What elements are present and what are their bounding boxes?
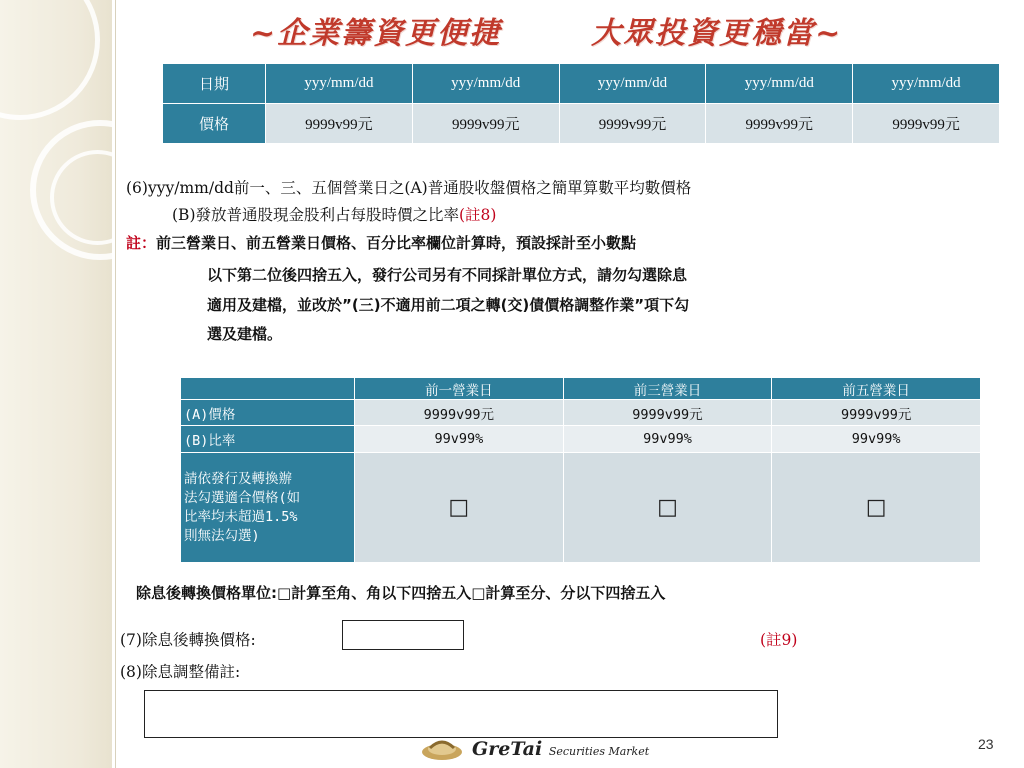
row-c-label-line: 則無法勾選) <box>184 527 260 544</box>
title-left: ~企業籌資更便捷 <box>250 16 502 51</box>
logo-mark-icon <box>420 736 466 762</box>
item6-line1: (6)yyy/mm/dd前一、三、五個營業日之(A)普通股收盤價格之簡單算數平均數價格 <box>126 179 692 197</box>
slide-title <box>250 8 890 51</box>
converted-price-input[interactable] <box>342 620 464 650</box>
select-day1-checkbox[interactable]: □ <box>448 495 470 520</box>
unit-selection-line <box>136 582 665 603</box>
row-a-day1: 9999v99元 <box>355 400 564 426</box>
adjustment-remarks-input[interactable] <box>144 690 778 738</box>
average-price-table <box>180 377 981 563</box>
select-day1-cell <box>355 453 564 563</box>
row-b-day1: 99v99% <box>355 426 564 453</box>
row-b-day5: 99v99% <box>772 426 981 453</box>
item7-note-ref: (註9) <box>760 631 798 649</box>
note-line4: 選及建檔。 <box>207 325 283 343</box>
row-b-day3: 99v99% <box>563 426 772 453</box>
header-day5: 前五營業日 <box>772 378 981 400</box>
item6-line2 <box>172 203 496 225</box>
row-c-label-line: 請依發行及轉換辦 <box>184 470 292 487</box>
selection-row <box>181 453 981 563</box>
divider-line <box>115 0 116 768</box>
row-a-day3: 9999v99元 <box>563 400 772 426</box>
unit-option2-checkbox[interactable]: □ <box>471 584 486 602</box>
price-cell: 9999v99元 <box>266 104 413 144</box>
item6-line2-text: (B)發放普通股現金股利占每股時價之比率 <box>172 206 459 224</box>
decorative-side-panel <box>0 0 112 768</box>
row-b-label: (B)比率 <box>181 426 355 453</box>
date-cell: yyy/mm/dd <box>853 64 1000 104</box>
item6-note-ref: (註8) <box>459 206 497 224</box>
price-cell: 9999v99元 <box>559 104 706 144</box>
price-header: 價格 <box>163 104 266 144</box>
decorative-ring <box>0 0 100 120</box>
row-c-label <box>181 453 355 563</box>
date-row <box>163 64 1000 104</box>
note-label: 註： <box>126 234 157 252</box>
logo-subtitle: Securities Market <box>548 745 650 758</box>
unit-option1-checkbox[interactable]: □ <box>277 584 292 602</box>
unit-prefix: 除息後轉換價格單位: <box>136 584 277 602</box>
date-header: 日期 <box>163 64 266 104</box>
header-day3: 前三營業日 <box>563 378 772 400</box>
price-cell: 9999v99元 <box>412 104 559 144</box>
note-text: 前三營業日、前五營業日價格、百分比率欄位計算時，預設採計至小數點 <box>156 234 637 252</box>
date-cell: yyy/mm/dd <box>266 64 413 104</box>
price-row <box>163 104 1000 144</box>
page-number: 23 <box>978 736 994 752</box>
gretai-logo <box>420 734 660 764</box>
row-a-label: (A)價格 <box>181 400 355 426</box>
select-day3-checkbox[interactable]: □ <box>657 495 678 520</box>
header-row <box>181 378 981 400</box>
select-day5-checkbox[interactable]: □ <box>865 495 887 520</box>
select-day3-cell <box>563 453 772 563</box>
price-cell: 9999v99元 <box>853 104 1000 144</box>
unit-option1-label: 計算至角、角以下四捨五入 <box>291 584 472 602</box>
row-c-label-line: 比率均未超過1.5% <box>184 508 298 525</box>
select-day5-cell <box>772 453 981 563</box>
date-cell: yyy/mm/dd <box>706 64 853 104</box>
note-line3: 適用及建檔，並改於”(三)不適用前二項之轉(交)債價格調整作業”項下勾 <box>207 296 690 314</box>
item8-label: (8)除息調整備註: <box>120 663 241 681</box>
ratio-row <box>181 426 981 453</box>
date-cell: yyy/mm/dd <box>559 64 706 104</box>
unit-option2-label: 計算至分、分以下四捨五入 <box>485 584 666 602</box>
header-day1: 前一營業日 <box>355 378 564 400</box>
note-line1 <box>126 232 636 253</box>
title-right: 大眾投資更穩當~ <box>591 16 843 51</box>
date-cell: yyy/mm/dd <box>412 64 559 104</box>
logo-text <box>472 738 649 760</box>
empty-header-cell <box>181 378 355 400</box>
row-c-label-line: 法勾選適合價格(如 <box>184 489 301 506</box>
note-line2: 以下第二位後四捨五入，發行公司另有不同採計單位方式，請勿勾選除息 <box>207 266 688 284</box>
row-a-day5: 9999v99元 <box>772 400 981 426</box>
logo-name: GreTai <box>472 738 543 760</box>
date-price-table <box>162 63 1000 144</box>
price-row <box>181 400 981 426</box>
price-cell: 9999v99元 <box>706 104 853 144</box>
item7-label: (7)除息後轉換價格: <box>120 631 256 649</box>
